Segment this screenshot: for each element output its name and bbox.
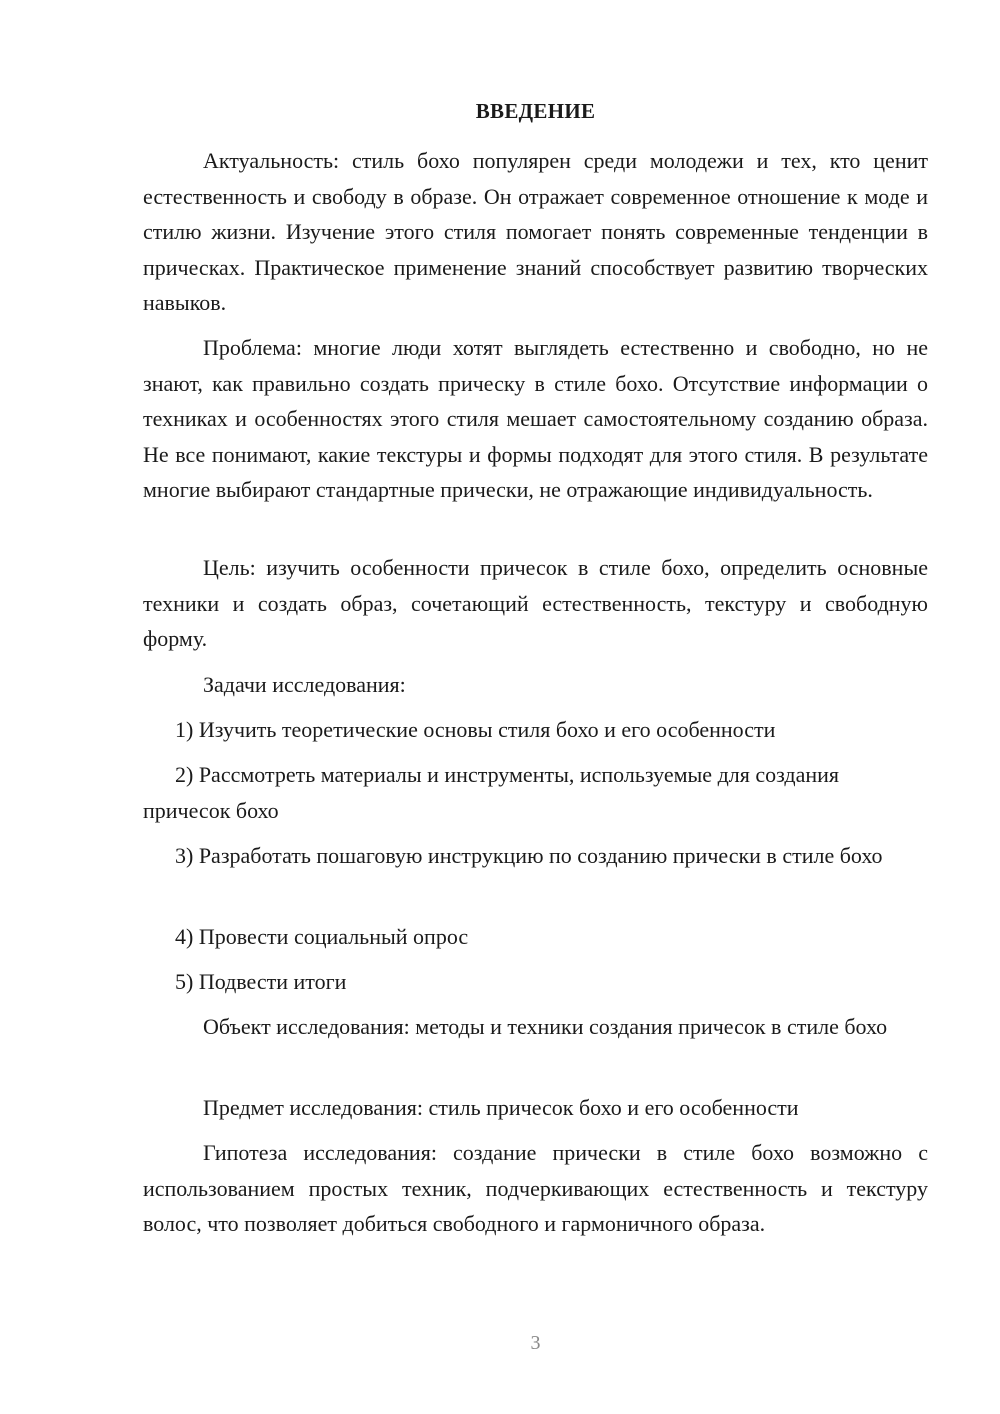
task-item-4: 4) Провести социальный опрос — [175, 924, 469, 949]
paragraph-subject: Предмет исследования: стиль причесок бохо и его особенности — [203, 1095, 799, 1120]
paragraph-object: Объект исследования: методы и техники создания причесок в стиле бохо — [203, 1014, 888, 1039]
paragraph-hypothesis: Гипотеза исследования: создание прически в стиле бохо возможно с использованием простых техник, подчеркивающих естественность и текстуру волос, что позволяет добиться свободного и гармоничного образа. — [143, 1140, 928, 1236]
page-title: ВВЕДЕНИЕ — [475, 99, 596, 123]
page-number: 3 — [530, 1332, 541, 1354]
paragraph-relevance: Актуальность: стиль бохо популярен среди молодежи и тех, кто ценит естественность и свободу в образе. Он отражает современное отношение к моде и стилю жизни. Изучение этого стиля помогает понять современные тенденции в прическах. Практическое применение знаний способствует развитию творческих навыков. — [143, 148, 928, 315]
task-item-3: 3) Разработать пошаговую инструкцию по созданию прически в стиле бохо — [175, 843, 883, 868]
paragraph-problem: Проблема: многие люди хотят выглядеть естественно и свободно, но не знают, как правильно создать прическу в стиле бохо. Отсутствие информации о техниках и особенностях этого стиля мешает самостоятельному созданию образа. Не все понимают, какие текстуры и формы подходят для этого стиля. В результате многие выбирают стандартные прически, не отражающие индивидуальность. — [143, 335, 928, 502]
task-item-2: 2) Рассмотреть материалы и инструменты, используемые для создания причесок бохо — [143, 762, 840, 823]
task-item-1: 1) Изучить теоретические основы стиля бохо и его особенности — [175, 717, 776, 742]
paragraph-goal: Цель: изучить особенности причесок в стиле бохо, определить основные техники и создать образ, сочетающий естественность, текстуру и свободную форму. — [143, 555, 928, 651]
tasks-heading: Задачи исследования: — [203, 672, 406, 697]
task-item-5: 5) Подвести итоги — [175, 969, 347, 994]
